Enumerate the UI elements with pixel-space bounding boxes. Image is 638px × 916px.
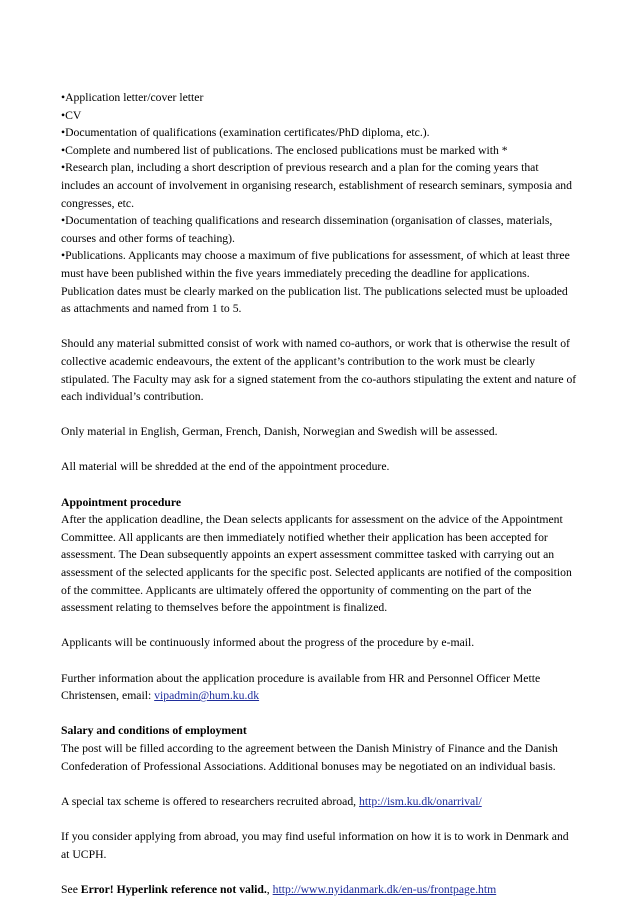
abroad-paragraph: If you consider applying from abroad, you may find useful information on how it is to work in Denmark and at UCPH. [61, 829, 569, 861]
see-paragraph [61, 881, 578, 899]
nyidanmark-link[interactable]: http://www.nyidanmark.dk/en-us/frontpage.htm [272, 882, 497, 896]
list-item: •Complete and numbered list of publications. The enclosed publications must be marked with * [61, 143, 508, 157]
list-item: •Research plan, including a short description of previous research and a plan for the coming years that includes an account of involvement in organising research, establishment of research seminars, symposia and congresses, etc. [61, 161, 572, 210]
list-item: •Application letter/cover letter [61, 91, 204, 104]
hyperlink-error-text: Error! Hyperlink reference not valid. [80, 882, 267, 896]
further-info-text: Further information about the application procedure is available from HR and Personnel Officer Mette Christensen, email: [61, 671, 541, 703]
see-prefix: See [61, 882, 81, 896]
salary-heading: Salary and conditions of employment [61, 724, 247, 738]
shredded-paragraph: All material will be shredded at the end of the appointment procedure. [61, 460, 390, 474]
see-separator: , [266, 882, 273, 896]
salary-section [61, 722, 578, 775]
appointment-body: After the application deadline, the Dean selects applicants for assessment on the advice of the Appointment Committee. All applicants are then immediately notified whether their application has been accepted for assessment. The Dean subsequently appoints an expert assessment committee tasked with carrying out an assessment of the selected applicants for the specific post. Selected applicants are notified of the composition of the committee. Applicants are ultimately offered the opportunity of commenting on the part of the assessment relating to themselves before the appointment is finalized. [61, 513, 572, 615]
appointment-heading: Appointment procedure [61, 495, 182, 509]
coauthors-paragraph: Should any material submitted consist of work with named co-authors, or work that is otherwise the result of collective academic endeavours, the extent of the applicant’s contribution to the work must be clearly stipulated. The Faculty may ask for a signed statement from the co-authors stipulating the extent and nature of each individual’s contribution. [61, 337, 577, 404]
list-item: •Publications. Applicants may choose a maximum of five publications for assessment, of which at least three must have been published within the five years immediately preceding the deadline for applications. Publication dates must be clearly marked on the publication list. The publications selected must be uploaded as attachments and named from 1 to 5. [61, 249, 570, 316]
onarrival-link[interactable]: http://ism.ku.dk/onarrival/ [359, 794, 482, 808]
tax-paragraph [61, 793, 578, 811]
list-item: •Documentation of teaching qualifications and research dissemination (organisation of classes, materials, courses and other forms of teaching). [61, 214, 553, 245]
languages-paragraph: Only material in English, German, French, Danish, Norwegian and Swedish will be assessed. [61, 425, 498, 439]
progress-paragraph: Applicants will be continuously informed about the progress of the procedure by e-mail. [61, 636, 475, 650]
further-info-paragraph [61, 670, 578, 705]
list-item: •CV [61, 108, 82, 122]
tax-text: A special tax scheme is offered to researchers recruited abroad, [61, 794, 360, 808]
email-link[interactable]: vipadmin@hum.ku.dk [154, 689, 260, 703]
document-page [61, 89, 578, 916]
list-item: •Documentation of qualifications (examination certificates/PhD diploma, etc.). [61, 126, 430, 140]
salary-body: The post will be filled according to the agreement between the Danish Ministry of Finance and the Danish Confederation of Professional Associations. Additional bonuses may be negotiated on an individual basis. [61, 741, 558, 773]
appointment-section [61, 494, 578, 617]
requirements-list [61, 89, 578, 318]
